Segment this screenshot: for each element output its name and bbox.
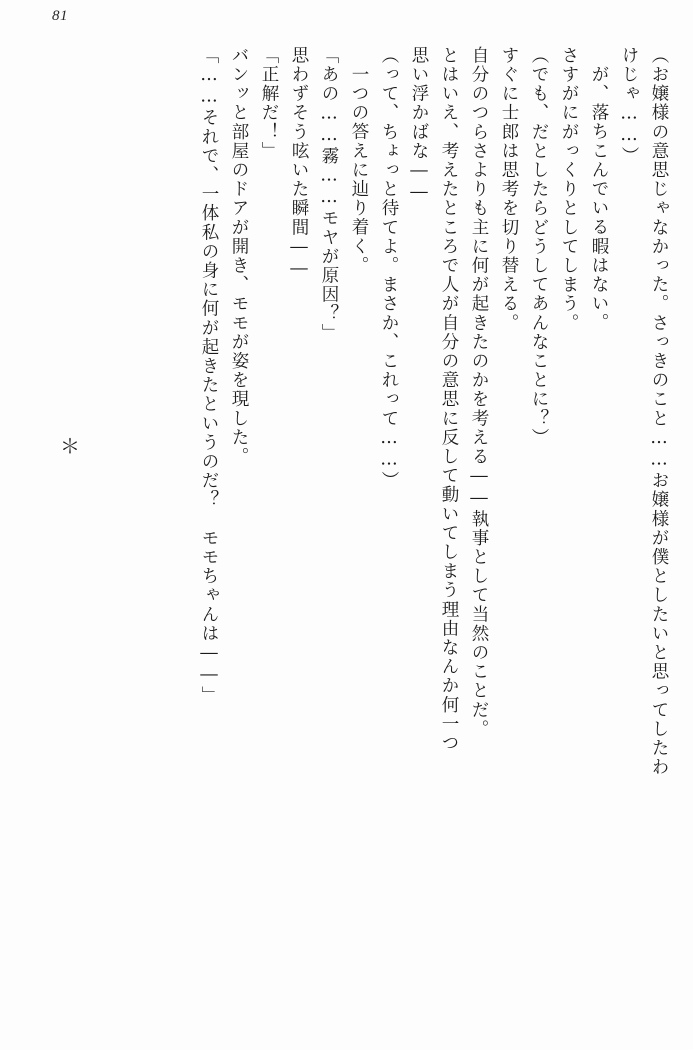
text-line: （って、ちょっと待てよ。まさか、これって……） <box>379 46 399 491</box>
text-line: （お嬢様の意思じゃなかった。さっきのこと……お嬢様が僕としたいと思ってしたわ <box>649 46 669 777</box>
text-line: 思い浮かばな―― <box>409 46 429 204</box>
text-line: （でも、だとしたらどうしてあんなことに？） <box>529 46 549 448</box>
text-line: 思わずそう呟いた瞬間―― <box>289 46 309 281</box>
text-line: 「あの……霧……モヤが原因？」 <box>319 46 339 343</box>
text-line: 「正解だ！」 <box>259 46 279 161</box>
text-line: 「……それで、一体私の身に何が起きたというのだ？ モモちゃんは――」 <box>199 46 219 706</box>
body-text <box>30 46 667 1022</box>
text-line: バンッと部屋のドアが開き、モモが姿を現した。 <box>229 46 249 467</box>
scene-separator: ＊ <box>60 434 80 458</box>
text-line: 一つの答えに辿り着く。 <box>349 65 369 276</box>
text-line: すぐに士郎は思考を切り替える。 <box>499 46 519 333</box>
text-line: とはいえ、考えたところで人が自分の意思に反して動いてしまう理由なんか何一つ <box>439 46 459 753</box>
text-line: 自分のつらさよりも主に何が起きたのかを考える――執事として当然のことだ。 <box>469 46 489 739</box>
page-number: 81 <box>52 8 68 24</box>
text-line: が、落ちこんでいる暇はない。 <box>589 65 609 333</box>
text-line: けじゃ……） <box>619 46 639 166</box>
text-line: さすがにがっくりとしてしまう。 <box>559 46 579 333</box>
